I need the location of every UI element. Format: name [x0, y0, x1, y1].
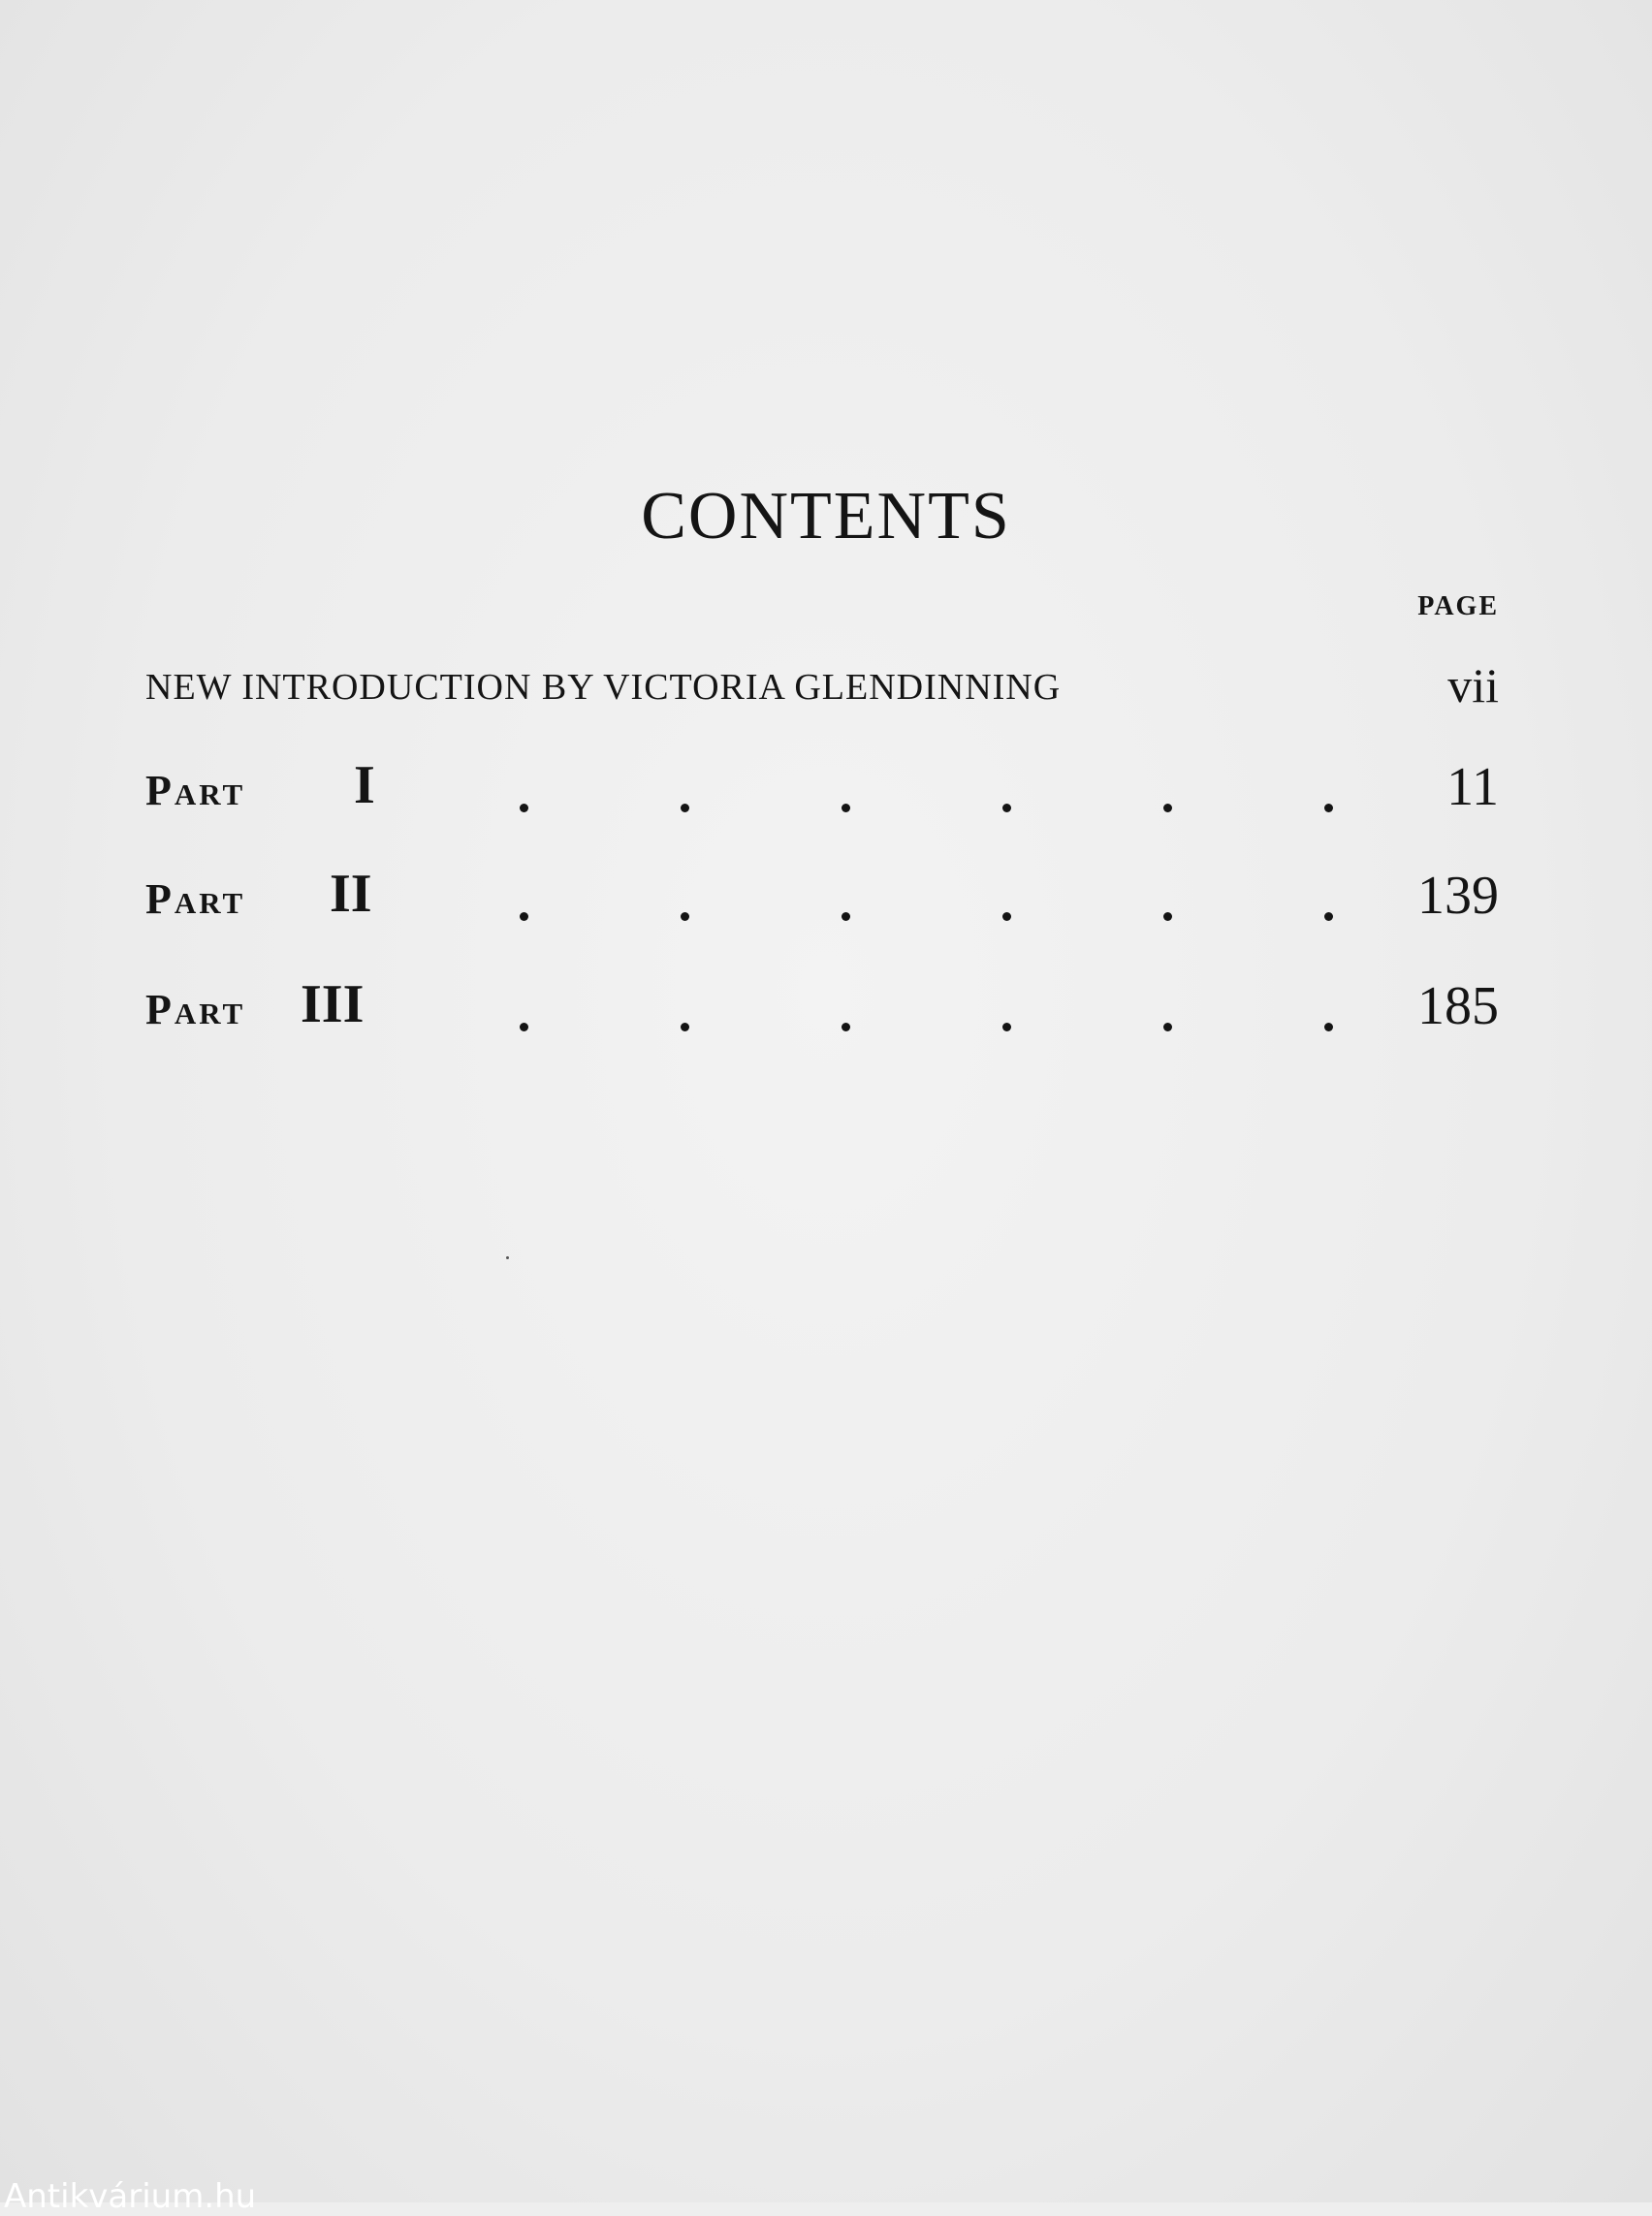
leader-dot	[681, 804, 689, 812]
leader-dot	[520, 1023, 528, 1031]
leader-dot	[1163, 804, 1172, 812]
toc-entry-part-1	[145, 750, 1499, 818]
toc-entry-page-number: 139	[1417, 866, 1499, 926]
toc-entry-page-number: vii	[1447, 658, 1499, 712]
watermark	[0, 2177, 368, 2216]
toc-entry-label: Part	[145, 986, 246, 1033]
leader-dot	[842, 804, 850, 812]
leader-dot	[1324, 912, 1333, 921]
leader-dots	[520, 902, 1344, 921]
leader-dots	[520, 1012, 1344, 1031]
ink-speck	[506, 1256, 509, 1259]
leader-dot	[1002, 912, 1011, 921]
toc-entry-part-3	[145, 969, 1499, 1037]
leader-dot	[520, 804, 528, 812]
leader-dot	[520, 912, 528, 921]
contents-title: CONTENTS	[641, 479, 1011, 554]
toc-entry-part-numeral: I	[354, 755, 375, 815]
leader-dot	[681, 912, 689, 921]
toc-entry-page-number: 11	[1446, 757, 1499, 817]
leader-dot	[1324, 1023, 1333, 1031]
leader-dot	[1324, 804, 1333, 812]
toc-entry-part-numeral: III	[301, 974, 365, 1034]
page-column-heading: PAGE	[1417, 591, 1499, 621]
toc-entry-page-number: 185	[1417, 976, 1499, 1036]
leader-dot	[1163, 1023, 1172, 1031]
toc-entry-part-numeral: II	[330, 864, 372, 924]
toc-entry-part-2	[145, 859, 1499, 927]
toc-entry-introduction	[145, 648, 1499, 715]
toc-entry-label: Part	[145, 767, 246, 814]
leader-dot	[842, 1023, 850, 1031]
leader-dot	[1163, 912, 1172, 921]
leader-dot	[1002, 804, 1011, 812]
toc-entry-label: NEW INTRODUCTION BY VICTORIA GLENDINNING	[145, 667, 1062, 708]
leader-dots	[520, 793, 1344, 812]
watermark-text: Antikvárium.hu	[4, 2177, 257, 2216]
leader-dot	[1002, 1023, 1011, 1031]
toc-entry-label: Part	[145, 875, 246, 923]
leader-dot	[681, 1023, 689, 1031]
leader-dot	[842, 912, 850, 921]
